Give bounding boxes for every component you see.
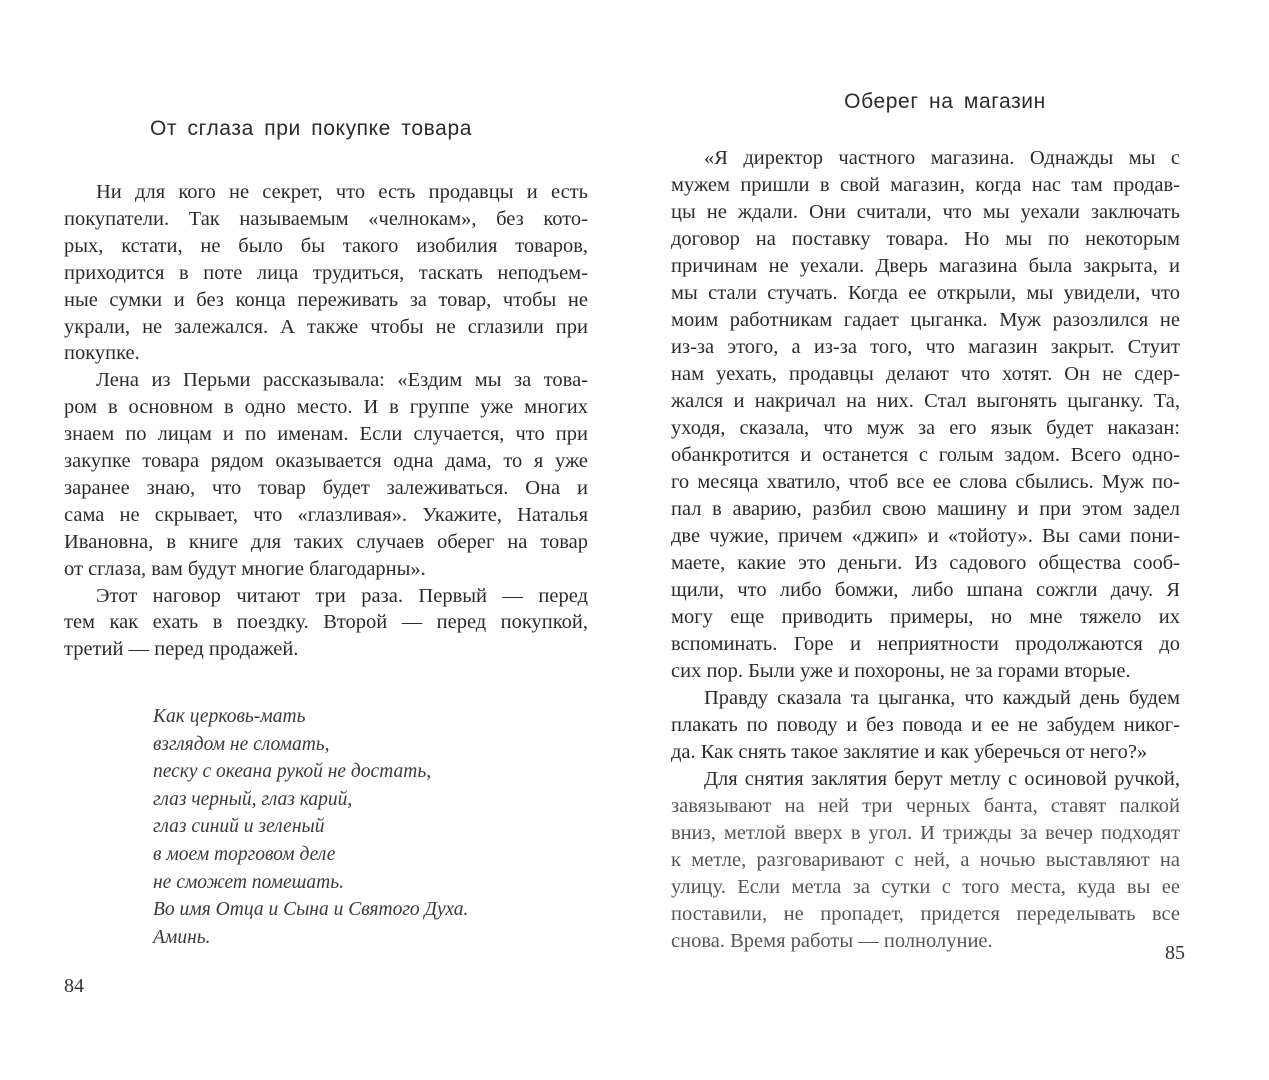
text-line: две чужие, причем «джип» и «тойоту». Вы сами пони- [671,525,1180,547]
text-line: вспоминать. Горе и неприятности продолжаются до [671,633,1180,655]
text-line: обанкротится и останется с голым задом. Всего одно- [671,444,1180,466]
text-line: снова. Время работы — полнолуние. [671,930,993,952]
text-line: покупке. [64,342,140,365]
verse-line: глаз синий и зеленый [153,816,325,838]
text-line: плакать по поводу и без повода и ее не забудем никог- [671,714,1180,736]
text-line: закупке товара рядом оказывается одна дама, то я уже [64,450,588,472]
text-line: сих пор. Были уже и похороны, не за горами вторые. [671,660,1131,682]
text-line: уходя, сказала, что муж за его язык будет наказан: [671,417,1180,439]
text-line: поставили, не пропадет, придется переделывать все [671,903,1180,925]
text-line: моим работникам гадает цыганка. Муж разозлился не [671,309,1180,331]
text-line: Лена из Перьми рассказывала: «Ездим мы за това- [96,369,588,392]
text-line: от сглаза, вам будут многие благодарны». [64,557,426,580]
text-line: Ивановна, в книге для таких случаев оберег на товар [64,530,588,553]
text-line: да. Как снять такое заклятие и как уберечься от него?» [671,741,1148,763]
text-line: из-за этого, а из-за того, что магазин закрыт. Стуит [671,336,1180,358]
text-line: Ни для кого не секрет, что есть продавцы и есть [96,181,588,203]
text-line: щили, что либо бомжи, либо шпана сожгли дачу. Я [671,579,1180,601]
text-line: цы не ждали. Они считали, что мы уехали заключать [671,201,1180,223]
verse-line: в моем торговом деле [153,843,336,865]
verse-line: глаз черный, глаз карий, [153,788,353,810]
page-number-left: 84 [64,975,84,997]
text-line: договор на поставку товара. Но мы по некоторым [671,228,1180,250]
text-line: Правду сказала та цыганка, что каждый день будем [704,687,1180,709]
text-line: причинам не уехали. Дверь магазина была закрыта, и [671,255,1180,277]
text-line: го месяца хватило, чтоб все ее слова сбылись. Муж по- [671,471,1180,493]
text-line: пал в аварию, разбил свою машину и при этом задел [671,498,1180,520]
text-line: заранее знаю, что товар будет залеживаться. Она и [64,476,588,499]
verse-line: Как церковь-мать [153,706,306,727]
text-line: приходится в поте лица трудиться, таскать неподъем- [64,261,588,284]
text-line: сама не скрывает, что «глазливая». Укажите, Наталья [64,503,588,526]
text-line: тем как ехать в поездку. Второй — перед покупкой, [64,611,588,634]
right-page [634,0,1269,1080]
text-line: покупатели. Так называемым «челнокам», без кото- [64,207,588,230]
text-line: маете, какие это деньги. Из садового общества сооб- [671,552,1180,574]
text-line: к метле, разговаривают с ней, а ночью выставляют на [671,849,1180,871]
text-line: рых, кстати, не было бы такого изобилия товаров, [64,234,588,257]
verse-line: Аминь. [153,926,211,948]
verse-line: взглядом не сломать, [153,733,330,755]
text-line: улицу. Если метла за сутки с того места, куда вы ее [671,876,1180,898]
text-line: Для снятия заклятия берут метлу с осиновой ручкой, [704,768,1180,790]
text-line: ром в основном в одно место. И в группе уже многих [64,396,588,419]
text-line: знаем по лицам и по именам. Если случается, что при [64,423,588,446]
left-page-heading: От сглаза при покупке товара [149,117,473,140]
left-page [0,0,634,1080]
right-page-heading: Оберег на магазин [844,90,1046,113]
text-line: Этот наговор читают три раза. Первый — перед [96,584,588,607]
text-line: мужем пришли в свой магазин, когда нас там продав- [671,174,1180,196]
text-line: украли, не залежался. А также чтобы не сглазили при [64,315,588,338]
text-line: завязывают на ней три черных банта, ставят палкой [671,795,1180,817]
text-line: третий — перед продажей. [64,638,299,661]
verse-line: не сможет помешать. [153,871,344,893]
incantation-verse [153,703,468,951]
text-line: «Я директор частного магазина. Однажды мы с [704,147,1180,169]
verse-line: песку с океана рукой не достать, [153,761,432,783]
text-line: могу еще приводить примеры, но мне тяжело их [671,606,1180,628]
text-line: жался и накричал на них. Стал выгонять цыганку. Та, [671,390,1180,412]
verse-line: Во имя Отца и Сына и Святого Духа. [153,899,469,921]
text-line: вниз, метлой вверх в угол. И трижды за вечер подходят [671,822,1180,844]
page-number-right: 85 [1165,942,1185,964]
text-line: ные сумки и без конца переживать за товар, чтобы не [64,288,588,311]
text-line: нам уехать, продавцы делают что хотят. Он не сдер- [671,363,1180,385]
text-line: мы стали стучать. Когда ее открыли, мы увидели, что [671,282,1180,304]
